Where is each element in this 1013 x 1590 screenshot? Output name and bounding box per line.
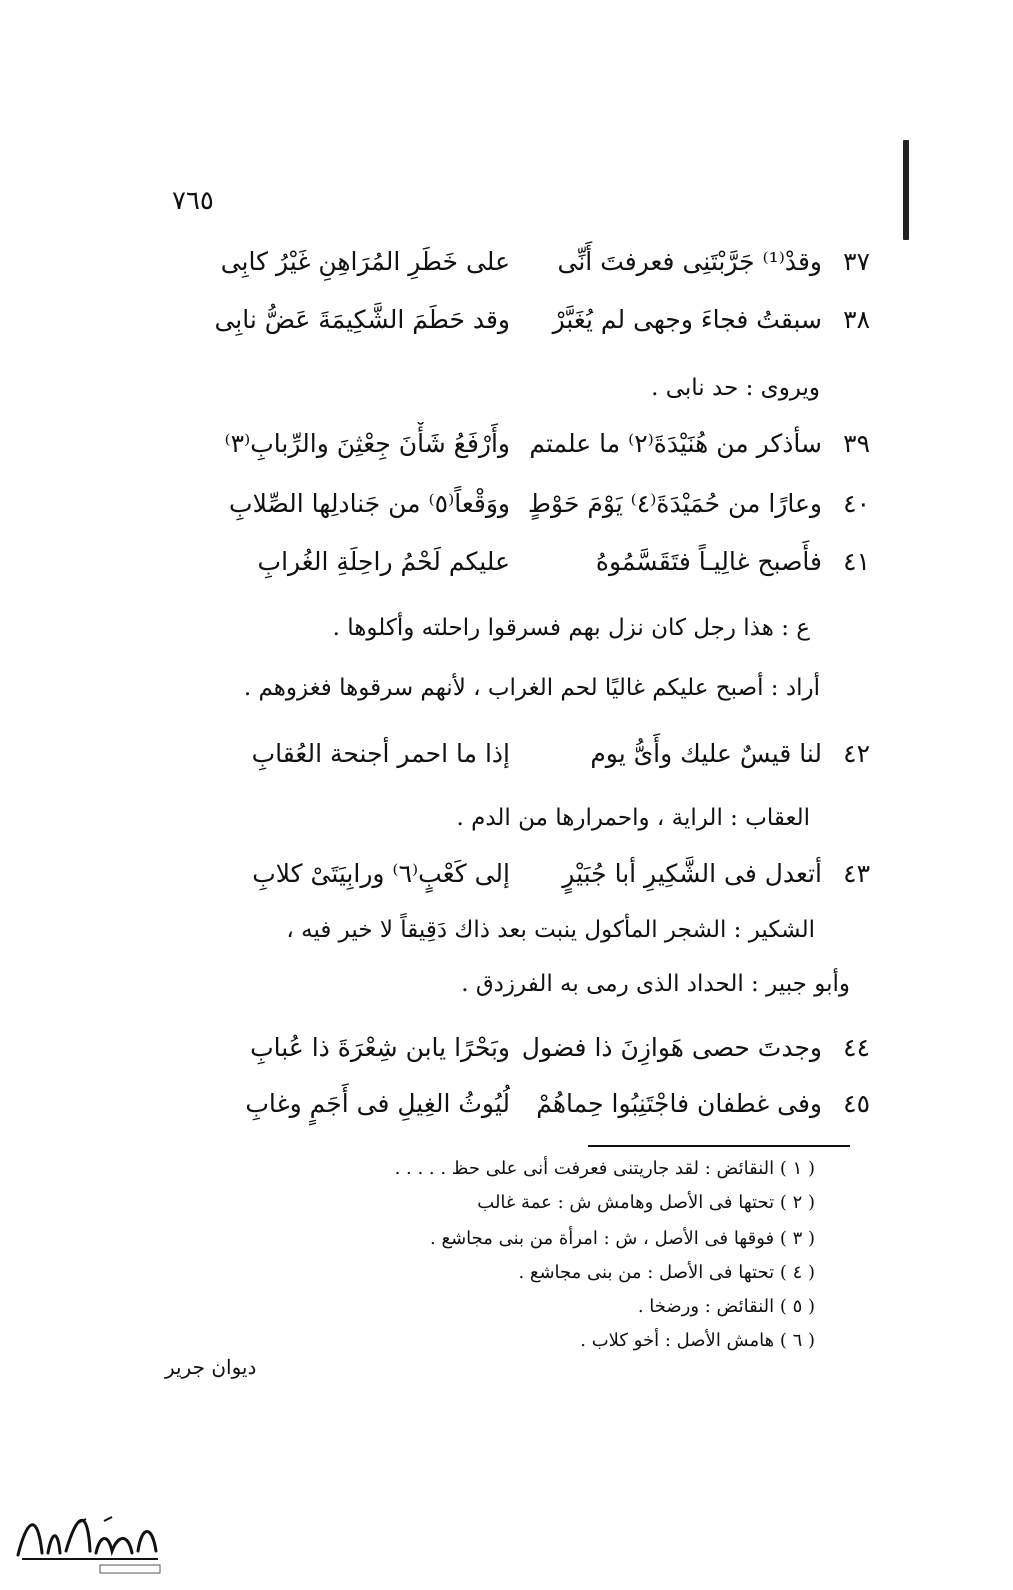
book-title-footer: ديوان جرير xyxy=(165,1355,257,1379)
page-number: ٧٦٥ xyxy=(172,186,214,216)
verse-number: ٤١ xyxy=(843,547,870,576)
verse-38 xyxy=(190,298,870,342)
verse-second-hemistich: وقد حَطَمَ الشَّكِيمَةَ عَضُّ نابِى xyxy=(214,305,510,334)
footnote-1: ( ١ ) النقائض : لقد جاريتنى فعرفت أنى على حظ . . . . . xyxy=(394,1158,815,1179)
verse-second-hemistich: وأَرْفَعُ شَأْنَ جِعْثِنَ والرِّبابِ⁽٣⁾ xyxy=(224,429,510,458)
verse-first-hemistich: سبقتُ فجاءَ وجهى لم يُغَبَّرْ xyxy=(552,305,822,334)
verse-number: ٤٠ xyxy=(843,489,870,518)
page-edge-mark xyxy=(903,140,909,240)
verse-second-hemistich: ووَقْعاً⁽٥⁾ من جَنادلِها الصِّلابِ xyxy=(229,489,510,518)
verse-37 xyxy=(190,240,870,284)
verse-40 xyxy=(190,482,870,526)
verse-first-hemistich: وعارًا من حُمَيْدَةَ⁽٤⁾ يَوْمَ حَوْطٍ xyxy=(527,489,822,518)
footnote-5: ( ٥ ) النقائض : ورضخا . xyxy=(637,1296,815,1317)
verse-first-hemistich: سأذكر من هُنَيْدَةَ⁽٢⁾ ما علمتم xyxy=(529,429,822,458)
calligraphy-seal-logo xyxy=(8,1495,168,1580)
verse-second-hemistich: لُيُوثُ الغِيلِ فى أَجَمٍ وغابِ xyxy=(245,1089,510,1118)
verse-first-hemistich: وفى غطفان فاجْتَنِبُوا حِماهُمْ xyxy=(536,1089,822,1118)
verse-second-hemistich: على خَطَرِ المُرَاهِنِ غَيْرُ كابِى xyxy=(220,247,510,276)
verse-second-hemistich: إلى كَعْبٍ⁽٦⁾ ورابِيَتَىْ كلابِ xyxy=(252,859,510,888)
note-verse-41-a: ع : هذا رجل كان نزل بهم فسرقوا راحلته وأكلوها . xyxy=(332,615,810,641)
verse-first-hemistich: أتعدل فى الشَّكِيرِ أبا جُبَيْرٍ xyxy=(562,859,822,888)
verse-first-hemistich: وقدْ⁽¹⁾ جَرَّبْتَنِى فعرفتَ أَنِّى xyxy=(557,247,822,276)
note-verse-38: ويروى : حد نابى . xyxy=(651,375,820,401)
footnote-2: ( ٢ ) تحتها فى الأصل وهامش ش : عمة غالب xyxy=(477,1192,815,1213)
verse-45 xyxy=(190,1082,870,1126)
verse-second-hemistich: عليكم لَحْمُ راحِلَةِ الغُرابِ xyxy=(257,547,510,576)
footnote-4: ( ٤ ) تحتها فى الأصل : من بنى مجاشع . xyxy=(518,1262,815,1283)
verse-42 xyxy=(190,732,870,776)
note-verse-43-b: وأبو جبير : الحداد الذى رمى به الفرزدق . xyxy=(461,971,850,997)
note-verse-41-b: أراد : أصبح عليكم غاليًا لحم الغراب ، لأنهم سرقوها فغزوهم . xyxy=(243,675,820,701)
verse-number: ٣٨ xyxy=(843,305,870,334)
verse-43 xyxy=(190,852,870,896)
verse-first-hemistich: لنا قيسٌ عليك وأَىُّ يوم xyxy=(590,739,822,768)
verse-number: ٣٩ xyxy=(843,429,870,458)
footnote-6: ( ٦ ) هامش الأصل : أخو كلاب . xyxy=(580,1330,815,1351)
note-verse-42: العقاب : الراية ، واحمرارها من الدم . xyxy=(456,805,810,831)
verse-44 xyxy=(190,1026,870,1070)
verse-first-hemistich: فأَصبح غالِيـاً فتَقَسَّمُوهُ xyxy=(595,547,822,576)
verse-number: ٤٤ xyxy=(843,1033,870,1062)
verse-number: ٤٢ xyxy=(843,739,870,768)
verse-second-hemistich: إذا ما احمر أجنحة العُقابِ xyxy=(251,739,510,768)
verse-second-hemistich: وبَحْرًا يابن شِعْرَةَ ذا عُبابِ xyxy=(250,1033,510,1062)
footnote-3: ( ٣ ) فوقها فى الأصل ، ش : امرأة من بنى مجاشع . xyxy=(430,1228,815,1249)
verse-number: ٣٧ xyxy=(843,247,870,276)
verse-number: ٤٥ xyxy=(843,1089,870,1118)
verse-first-hemistich: وجدتَ حصى هَوازِنَ ذا فضول xyxy=(521,1033,822,1062)
note-verse-43-a: الشكير : الشجر المأكول ينبت بعد ذاك دَقِيقاً لا خير فيه ، xyxy=(286,917,815,943)
footnote-divider xyxy=(588,1145,850,1147)
verse-number: ٤٣ xyxy=(843,859,870,888)
verse-41 xyxy=(190,540,870,584)
verse-39 xyxy=(190,422,870,466)
